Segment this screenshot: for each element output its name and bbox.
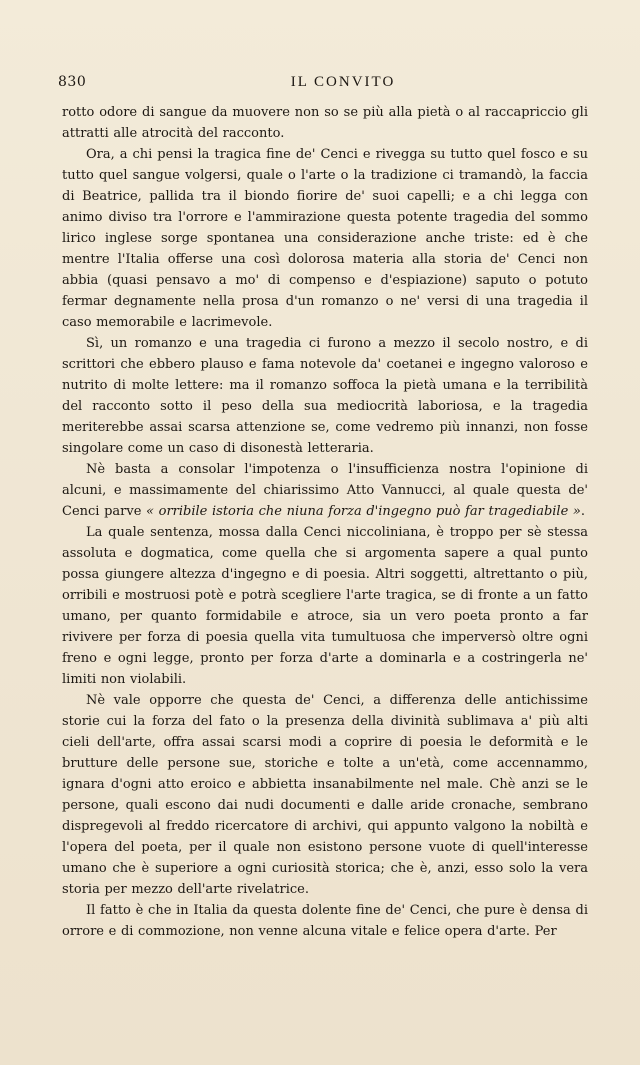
running-title: IL CONVITO xyxy=(290,74,396,90)
vannucci-quote: « orribile istoria che niuna forza d'ingegno può far tragediabile » xyxy=(146,504,581,519)
page-number: 830 xyxy=(58,74,87,90)
paragraph-1: rotto odore di sangue da muovere non so se più alla pietà o al raccapriccio gli attratti alle atrocità del racconto. xyxy=(62,105,588,141)
paragraph-3: Sì, un romanzo e una tragedia ci furono a mezzo il secolo nostro, e di scrittori che ebbero plauso e fama notevole da' coetanei e ingegno valoroso e nutrito di molte lettere: ma il romanzo soffoca la pietà umana e la terribilità del racconto sotto il peso della sua mediocrità laboriosa, e la tragedia meriterebbe assai scarsa attenzione se, come vedremo più innanzi, non fosse singolare come un caso di disonestà letteraria. xyxy=(62,336,588,456)
paragraph-7: Il fatto è che in Italia da questa dolente fine de' Cenci, che pure è densa di orrore e di commozione, non venne alcuna vitale e felice opera d'arte. Per xyxy=(62,903,588,939)
paragraph-5: La quale sentenza, mossa dalla Cenci niccoliniana, è troppo per sè stessa assoluta e dogmatica, come quella che si argomenta sapere a qual punto possa giungere altezza d'ingegno e di poesia. Altri soggetti, altrettanto o più, orribili e mostruosi potè e potrà scegliere l'arte tragica, se di fronte a un fatto umano, per quanto formidabile e atroce, sia un vero poeta pronto a far rivivere per forza di poesia quella vita tumultuosa che imperversò oltre ogni freno e ogni legge, pronto per forza d'arte a dominarla e a costringerla ne' limiti non violabili. xyxy=(62,525,588,687)
body-text xyxy=(62,102,588,942)
paragraph-4-end: . xyxy=(580,504,586,519)
paragraph-6: Nè vale opporre che questa de' Cenci, a differenza delle antichissime storie cui la forza del fato o la presenza della divinità sublimava a' più alti cieli dell'arte, offra assai scarsi modi a coprire di poesia le deformità e le brutture delle persone sue, storiche e tolte a un'età, come accennammo, ignara d'ogni atto eroico e abbietta insanabilmente nel male. Chè anzi se le persone, quali escono dai nudi documenti e dalle aride cronache, sembrano dispregevoli al freddo ricercatore di archivi, qui appunto valgono la nobiltà e l'opera del poeta, per il quale non esistono persone vuote di quell'interesse umano che è superiore a ogni curiosità storica; che è, anzi, esso solo la vera storia per mezzo dell'arte rivelatrice. xyxy=(62,693,588,897)
paragraph-4-text: Nè basta a consolar l'impotenza o l'insufficienza nostra l'opinione di alcuni, e massimamente del chiarissimo Atto Vannucci, al quale questa de' Cenci parve xyxy=(62,462,588,519)
page-header xyxy=(58,74,588,94)
paragraph-4 xyxy=(62,459,588,522)
paragraph-2: Ora, a chi pensi la tragica fine de' Cenci e rivegga su tutto quel fosco e su tutto quel sangue volgersi, quale o l'arte o la tradizione ci tramandò, la faccia di Beatrice, pallida tra il biondo fiorire de' suoi capelli; e a chi legga con animo diviso tra l'orrore e l'ammirazione questa potente tragedia del sommo lirico inglese sorge spontanea una considerazione anche triste: ed è che mentre l'Italia offerse una così dolorosa materia alla storia de' Cenci non abbia (quasi pensavo a mo' di compenso e d'espiazione) saputo o potuto fermar degnamente nella prosa d'un romanzo o ne' versi di una tragedia il caso memorabile e lacrimevole. xyxy=(62,147,588,330)
